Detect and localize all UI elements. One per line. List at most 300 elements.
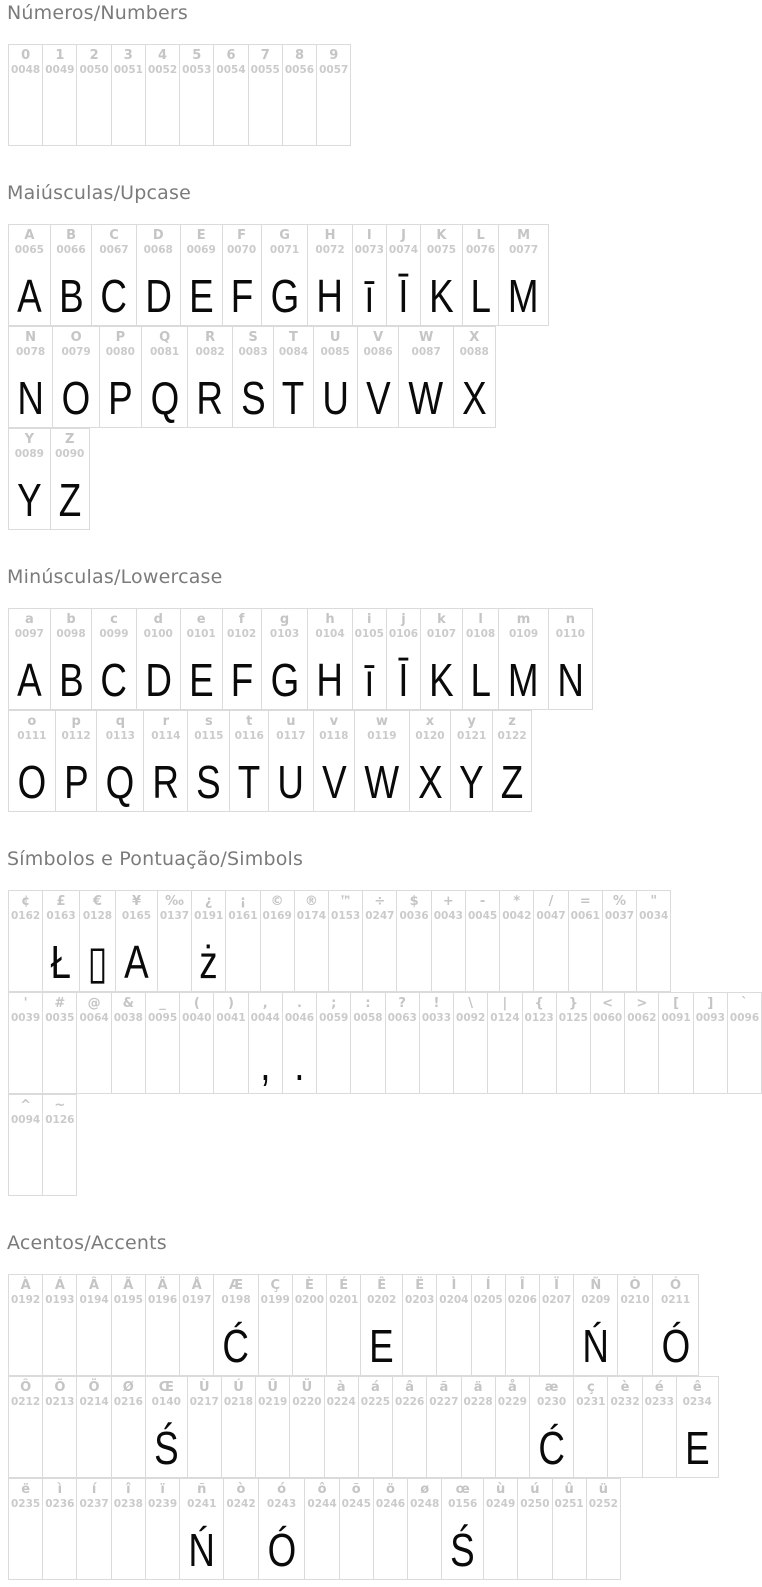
glyph-cell-0123 [523, 993, 557, 1093]
glyph-cell-0246 [374, 1479, 408, 1579]
cell-code: 0205 [473, 1294, 503, 1306]
cell-char: r [162, 714, 170, 729]
cell-char: ö [386, 1482, 395, 1497]
glyph-cell-0065 [9, 225, 51, 325]
cell-char: G [279, 228, 290, 243]
glyph-cell-0067 [92, 225, 136, 325]
cell-char: Â [89, 1278, 100, 1293]
cell-char: m [516, 612, 531, 627]
cell-code: 0050 [79, 64, 109, 76]
cell-char: 6 [226, 48, 236, 63]
cell-char: Ñ [590, 1278, 602, 1293]
cell-glyph: P [63, 756, 89, 808]
cell-code: 0118 [319, 730, 349, 742]
cell-code: 0161 [228, 910, 258, 922]
cell-code: 0052 [147, 64, 178, 76]
cell-code: 0067 [99, 244, 129, 256]
cell-glyph: ī [364, 270, 375, 322]
glyph-cell-0216 [112, 1377, 146, 1477]
cell-code: 0207 [541, 1294, 572, 1306]
glyph-cell-0109 [499, 609, 548, 709]
cell-char: Ò [629, 1278, 641, 1293]
cell-code: 0108 [465, 628, 496, 640]
glyph-cell-0236 [43, 1479, 77, 1579]
glyph-cell-0229 [496, 1377, 530, 1477]
cell-char: O [70, 330, 82, 345]
glyph-cell-0096 [728, 993, 761, 1093]
cell-code: 0140 [151, 1396, 181, 1408]
cell-char: f [238, 612, 245, 627]
glyph-cell-0033 [420, 993, 454, 1093]
cell-code: 0063 [387, 1012, 417, 1024]
glyph-cell-0090 [51, 429, 89, 529]
cell-char: j [401, 612, 406, 627]
glyph-cell-0054 [214, 45, 248, 145]
cell-glyph: U [321, 372, 349, 424]
cell-code: 0239 [147, 1498, 178, 1510]
glyph-cell-0034 [637, 891, 670, 991]
cell-glyph: R [196, 372, 224, 424]
cell-char: 3 [123, 48, 133, 63]
glyph-cell-0226 [393, 1377, 427, 1477]
cell-code: 0210 [620, 1294, 650, 1306]
cell-char: y [467, 714, 476, 729]
cell-code: 0192 [11, 1294, 41, 1306]
cell-glyph: T [282, 372, 305, 424]
cell-glyph: N [557, 654, 584, 706]
glyph-cell-0107 [421, 609, 463, 709]
glyph-cell-0045 [466, 891, 500, 991]
cell-code: 0087 [411, 346, 441, 358]
cell-code: 0045 [467, 910, 498, 922]
cell-code: 0111 [17, 730, 47, 742]
glyph-cell-0046 [283, 993, 317, 1093]
glyph-cell-0230 [530, 1377, 574, 1477]
glyph-cell-0191 [192, 891, 226, 991]
cell-code: 0191 [194, 910, 224, 922]
glyph-cell-0099 [92, 609, 136, 709]
cell-code: 0206 [507, 1294, 537, 1306]
glyph-cell-0113 [97, 711, 144, 811]
glyph-cell-0052 [146, 45, 180, 145]
cell-code: 0093 [695, 1012, 725, 1024]
glyph-cell-0059 [317, 993, 351, 1093]
cell-char: Æ [228, 1278, 244, 1293]
cell-code: 0082 [195, 346, 225, 358]
cell-code: 0070 [226, 244, 257, 256]
cell-code: 0137 [159, 910, 190, 922]
cell-char: ' [23, 996, 28, 1011]
cell-code: 0098 [56, 628, 86, 640]
cell-glyph: S [240, 372, 266, 424]
cell-glyph: D [144, 654, 172, 706]
cell-glyph: Ń [582, 1320, 610, 1372]
cell-code: 0174 [296, 910, 327, 922]
cell-char: N [25, 330, 37, 345]
cell-char: S [248, 330, 258, 345]
cell-code: 0110 [555, 628, 585, 640]
glyph-cell-0227 [427, 1377, 461, 1477]
cell-char: P [115, 330, 126, 345]
glyph-cell-0120 [410, 711, 452, 811]
glyph-cell-0103 [262, 609, 309, 709]
cell-code: 0123 [524, 1012, 554, 1024]
cell-glyph: U [277, 756, 305, 808]
cell-code: 0114 [151, 730, 181, 742]
glyph-cell-0035 [43, 993, 77, 1093]
cell-code: 0042 [502, 910, 532, 922]
glyph-cell-0197 [180, 1275, 214, 1375]
cell-glyph: ▯ [87, 936, 108, 988]
glyph-cell-0108 [463, 609, 500, 709]
cell-code: 0232 [610, 1396, 640, 1408]
cell-char: > [636, 996, 648, 1011]
cell-glyph: Y [459, 756, 484, 808]
cell-char: ^ [20, 1098, 32, 1113]
cell-char: v [329, 714, 339, 729]
cell-glyph: C [100, 654, 128, 706]
glyph-cell-0039 [9, 993, 43, 1093]
cell-char: 4 [158, 48, 168, 63]
cell-char: | [502, 996, 508, 1011]
cell-char: u [286, 714, 296, 729]
cell-glyph: K [429, 270, 454, 322]
glyph-cell-0084 [274, 327, 313, 427]
glyph-cell-0098 [51, 609, 93, 709]
cell-char: Ï [554, 1278, 559, 1293]
glyph-cell-0245 [340, 1479, 374, 1579]
cell-char: L [476, 228, 485, 243]
glyph-cell-0110 [549, 609, 592, 709]
cell-char: å [507, 1380, 517, 1395]
cell-char: _ [159, 996, 166, 1011]
cell-glyph: V [365, 372, 391, 424]
cell-code: 0088 [459, 346, 489, 358]
cell-glyph: Z [58, 474, 81, 526]
cell-char: } [568, 996, 578, 1011]
glyph-row [8, 890, 671, 992]
cell-code: 0055 [250, 64, 280, 76]
glyph-cell-0082 [188, 327, 232, 427]
cell-code: 0126 [45, 1114, 75, 1126]
glyph-cell-0087 [399, 327, 453, 427]
glyph-row [8, 710, 532, 812]
cell-char: É [339, 1278, 349, 1293]
cell-code: 0072 [315, 244, 345, 256]
glyph-cell-0235 [9, 1479, 43, 1579]
glyph-cell-0111 [9, 711, 56, 811]
cell-code: 0051 [113, 64, 143, 76]
cell-char: 9 [329, 48, 339, 63]
cell-code: 0199 [260, 1294, 290, 1306]
glyph-row [8, 608, 593, 710]
cell-code: 0196 [147, 1294, 178, 1306]
glyph-cell-0040 [180, 993, 214, 1093]
cell-code: 0198 [221, 1294, 251, 1306]
cell-code: 0217 [189, 1396, 219, 1408]
cell-char: I [366, 228, 372, 243]
cell-glyph: P [108, 372, 133, 424]
glyph-row [8, 1478, 621, 1580]
glyph-cell-0093 [694, 993, 728, 1093]
cell-char: e [196, 612, 206, 627]
cell-char: Ã [123, 1278, 134, 1293]
cell-code: 0241 [187, 1498, 217, 1510]
cell-glyph: T [237, 756, 261, 808]
glyph-cell-0102 [223, 609, 262, 709]
cell-char: x [425, 714, 435, 729]
cell-code: 0081 [149, 346, 180, 358]
cell-code: 0079 [61, 346, 91, 358]
cell-code: 0078 [16, 346, 46, 358]
glyph-row [8, 992, 762, 1094]
glyph-cell-0037 [603, 891, 637, 991]
glyph-cell-0234 [677, 1377, 718, 1477]
cell-code: 0094 [11, 1114, 41, 1126]
glyph-cell-0089 [9, 429, 51, 529]
cell-glyph: H [316, 654, 344, 706]
glyph-cell-0071 [262, 225, 309, 325]
cell-char: E [196, 228, 206, 243]
cell-code: 0068 [143, 244, 173, 256]
cell-code: 0119 [367, 730, 397, 742]
glyph-cell-0112 [56, 711, 98, 811]
cell-char: ï [160, 1482, 165, 1497]
glyph-cell-0078 [9, 327, 53, 427]
cell-char: ¢ [21, 894, 31, 909]
cell-char: Ô [20, 1380, 32, 1395]
cell-glyph: F [230, 654, 253, 706]
cell-glyph: N [17, 372, 44, 424]
cell-code: 0125 [558, 1012, 588, 1024]
cell-char: ô [317, 1482, 327, 1497]
cell-code: 0099 [99, 628, 129, 640]
cell-char: ñ [197, 1482, 207, 1497]
glyph-cell-0097 [9, 609, 51, 709]
glyph-cell-0251 [553, 1479, 587, 1579]
cell-code: 0075 [426, 244, 457, 256]
cell-code: 0058 [353, 1012, 383, 1024]
cell-code: 0243 [266, 1498, 297, 1510]
cell-code: 0095 [147, 1012, 178, 1024]
section-symbols [0, 848, 760, 1196]
section-title-uppercase: Maiúsculas/Upcase [7, 182, 192, 204]
cell-char: c [110, 612, 118, 627]
cell-char: d [153, 612, 163, 627]
glyph-cell-0043 [432, 891, 466, 991]
glyph-row [8, 1094, 77, 1196]
cell-code: 0112 [61, 730, 91, 742]
cell-code: 0122 [497, 730, 527, 742]
cell-char: Z [65, 432, 75, 447]
glyph-cell-0075 [421, 225, 463, 325]
glyph-cell-0224 [325, 1377, 359, 1477]
cell-char: ! [433, 996, 440, 1011]
cell-char: í [91, 1482, 97, 1497]
glyph-row [8, 1376, 719, 1478]
cell-code: 0120 [415, 730, 445, 742]
glyph-cell-0068 [137, 225, 181, 325]
cell-code: 0201 [329, 1294, 359, 1306]
cell-code: 0049 [45, 64, 75, 76]
cell-code: 0244 [307, 1498, 337, 1510]
glyph-cell-0128 [80, 891, 116, 991]
cell-code: 0194 [79, 1294, 109, 1306]
cell-glyph: A [17, 270, 42, 322]
cell-char: , [262, 996, 268, 1011]
glyph-cell-0091 [659, 993, 693, 1093]
cell-glyph: G [270, 270, 299, 322]
glyph-cell-0036 [397, 891, 431, 991]
glyph-cell-0237 [77, 1479, 111, 1579]
cell-code: 0066 [56, 244, 86, 256]
glyph-cell-0205 [472, 1275, 506, 1375]
glyph-cell-0042 [500, 891, 534, 991]
cell-char: ø [420, 1482, 430, 1497]
glyph-cell-0241 [180, 1479, 224, 1579]
glyph-cell-0162 [9, 891, 43, 991]
cell-code: 0084 [278, 346, 309, 358]
cell-code: 0083 [238, 346, 268, 358]
cell-code: 0105 [354, 628, 384, 640]
cell-char: C [109, 228, 119, 243]
glyph-cell-0213 [43, 1377, 77, 1477]
glyph-cell-0076 [463, 225, 500, 325]
cell-code: 0086 [363, 346, 393, 358]
glyph-cell-0243 [259, 1479, 306, 1579]
cell-char: â [405, 1380, 415, 1395]
cell-char: w [375, 714, 388, 729]
glyph-cell-0088 [454, 327, 495, 427]
cell-code: 0242 [226, 1498, 256, 1510]
cell-code: 0117 [276, 730, 306, 742]
cell-code: 0038 [113, 1012, 143, 1024]
cell-code: 0249 [486, 1498, 516, 1510]
cell-code: 0069 [186, 244, 216, 256]
cell-code: 0163 [46, 910, 76, 922]
glyph-cell-0073 [353, 225, 387, 325]
cell-char: ò [236, 1482, 246, 1497]
cell-glyph: F [230, 270, 253, 322]
glyph-cell-0063 [386, 993, 420, 1093]
glyph-cell-0163 [43, 891, 80, 991]
cell-char: ~ [54, 1098, 66, 1113]
cell-code: 0047 [536, 910, 566, 922]
cell-char: ( [193, 996, 200, 1011]
cell-code: 0165 [121, 910, 152, 922]
cell-code: 0213 [45, 1396, 75, 1408]
cell-char: V [373, 330, 384, 345]
cell-char: 1 [55, 48, 65, 63]
glyph-cell-0238 [112, 1479, 146, 1579]
cell-char: ` [741, 996, 748, 1011]
glyph-cell-0174 [295, 891, 329, 991]
glyph-cell-0116 [230, 711, 269, 811]
cell-code: 0235 [11, 1498, 41, 1510]
cell-char: H [324, 228, 336, 243]
cell-code: 0219 [258, 1396, 288, 1408]
cell-glyph: E [369, 1320, 394, 1372]
glyph-cell-0077 [499, 225, 547, 325]
glyph-cell-0217 [188, 1377, 222, 1477]
cell-code: 0247 [365, 910, 395, 922]
cell-char: ¿ [204, 894, 213, 909]
cell-char: 7 [260, 48, 270, 63]
cell-code: 0035 [45, 1012, 75, 1024]
glyph-cell-0121 [451, 711, 493, 811]
glyph-cell-0242 [224, 1479, 258, 1579]
cell-char: £ [56, 894, 66, 909]
cell-code: 0106 [388, 628, 419, 640]
section-uppercase [0, 182, 730, 530]
cell-code: 0218 [223, 1396, 254, 1408]
glyph-cell-0069 [181, 225, 223, 325]
glyph-cell-0106 [387, 609, 421, 709]
cell-char: Ö [88, 1380, 100, 1395]
cell-glyph: K [429, 654, 454, 706]
cell-char: n [565, 612, 575, 627]
cell-char: R [205, 330, 216, 345]
cell-code: 0212 [11, 1396, 41, 1408]
glyph-cell-0209 [574, 1275, 618, 1375]
cell-char: é [654, 1380, 664, 1395]
cell-char: ] [707, 996, 714, 1011]
cell-glyph: V [321, 756, 347, 808]
cell-glyph: O [17, 756, 47, 808]
glyph-cell-0105 [353, 609, 387, 709]
cell-char: ¥ [131, 894, 142, 909]
glyph-cell-0194 [77, 1275, 111, 1375]
cell-glyph: Ś [450, 1524, 475, 1576]
cell-code: 0096 [729, 1012, 760, 1024]
cell-code: 0229 [497, 1396, 527, 1408]
cell-char: ã [439, 1380, 449, 1395]
cell-code: 0169 [262, 910, 292, 922]
cell-char: î [126, 1482, 131, 1497]
cell-code: 0074 [388, 244, 419, 256]
cell-char: ì [57, 1482, 63, 1497]
cell-code: 0092 [456, 1012, 486, 1024]
cell-char: œ [455, 1482, 470, 1497]
cell-char: " [650, 894, 658, 909]
cell-code: 0109 [508, 628, 539, 640]
glyph-cell-0051 [112, 45, 146, 145]
cell-code: 0090 [55, 448, 85, 460]
cell-char: Ù [198, 1380, 210, 1395]
glyph-cell-0041 [214, 993, 248, 1093]
glyph-cell-0239 [146, 1479, 180, 1579]
cell-glyph: O [61, 372, 91, 424]
cell-code: 0227 [429, 1396, 459, 1408]
cell-code: 0234 [682, 1396, 712, 1408]
cell-code: 0200 [294, 1294, 325, 1306]
cell-code: 0203 [405, 1294, 435, 1306]
cell-code: 0104 [315, 628, 345, 640]
cell-code: 0162 [11, 910, 41, 922]
cell-glyph: A [17, 654, 42, 706]
cell-glyph: . [294, 1038, 305, 1090]
glyph-cell-0202 [361, 1275, 403, 1375]
cell-glyph: ī [364, 654, 375, 706]
glyph-cell-0115 [188, 711, 230, 811]
cell-char: ó [277, 1482, 286, 1497]
cell-char: o [27, 714, 37, 729]
glyph-cell-0169 [261, 891, 295, 991]
cell-code: 0225 [360, 1396, 391, 1408]
cell-char: 5 [192, 48, 202, 63]
cell-code: 0237 [79, 1498, 109, 1510]
cell-char: Œ [158, 1380, 174, 1395]
